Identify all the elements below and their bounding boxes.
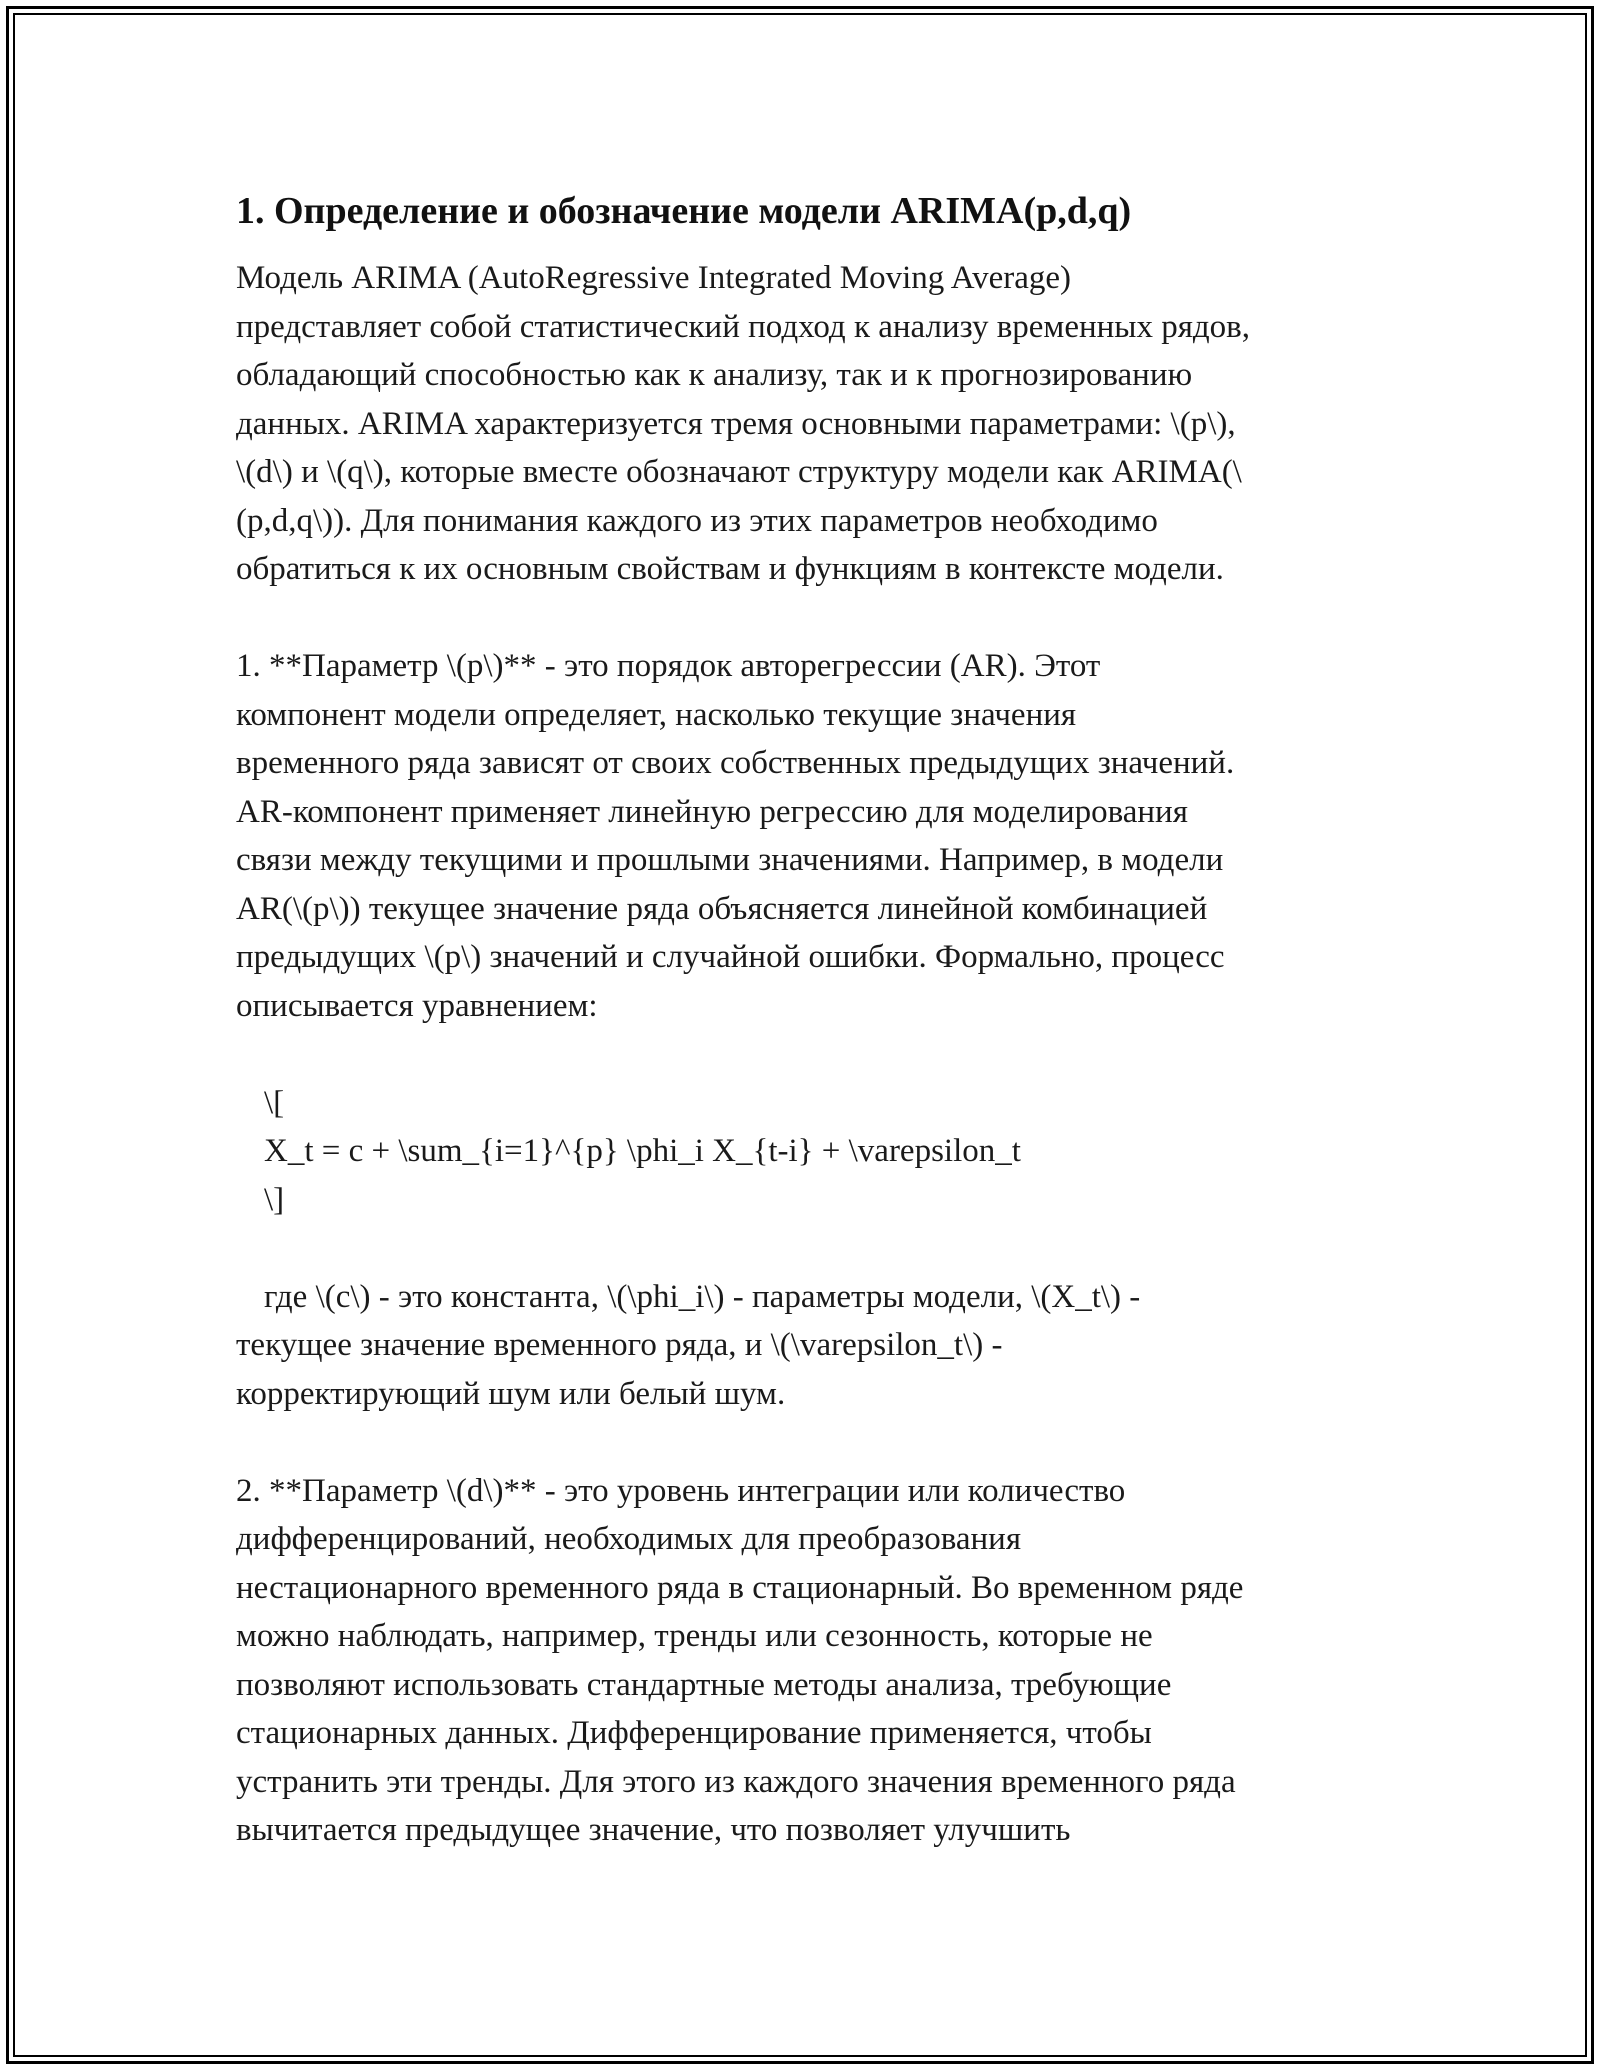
formula-block bbox=[236, 1079, 1396, 1225]
text-line: AR(\(p\)) текущее значение ряда объясняется линейной комбинацией bbox=[236, 890, 1208, 927]
text-line: позволяют использовать стандартные методы анализа, требующие bbox=[236, 1666, 1172, 1703]
text-line: обратиться к их основным свойствам и функциям в контексте модели. bbox=[236, 551, 1224, 587]
param-d-paragraph bbox=[236, 1467, 1396, 1855]
text-line: стационарных данных. Дифференцирование применяется, чтобы bbox=[236, 1715, 1152, 1751]
text-line: нестационарного временного ряда в стационарный. Во временном ряде bbox=[236, 1569, 1244, 1606]
paragraph-gap bbox=[236, 1030, 1396, 1079]
document-body bbox=[236, 178, 1396, 1855]
text-line: описывается уравнением: bbox=[236, 987, 598, 1024]
section-heading: 1. Определение и обозначение модели ARIMA(p,d,q) bbox=[236, 190, 1132, 232]
text-line: обладающий способностью как к анализу, так и к прогнозированию bbox=[236, 357, 1193, 393]
text-line: 1. **Параметр \(p\)** - это порядок авторегрессии (AR). Этот bbox=[236, 648, 1101, 684]
param-p-paragraph bbox=[236, 642, 1396, 1030]
text-line: где \(c\) - это константа, \(\phi_i\) - параметры модели, \(X_t\) - bbox=[264, 1278, 1141, 1315]
text-line: 2. **Параметр \(d\)** - это уровень интеграции или количество bbox=[236, 1472, 1126, 1509]
text-line: корректирующий шум или белый шум. bbox=[236, 1375, 786, 1412]
text-line: устранить эти тренды. Для этого из каждого значения временного ряда bbox=[236, 1763, 1236, 1800]
text-line: \(d\) и \(q\), которые вместе обозначают структуру модели как ARIMA(\ bbox=[236, 454, 1242, 490]
paragraph-gap bbox=[236, 1418, 1396, 1467]
text-line: временного ряда зависят от своих собственных предыдущих значений. bbox=[236, 745, 1235, 781]
text-line: AR-компонент применяет линейную регрессию для моделирования bbox=[236, 793, 1188, 830]
text-line: компонент модели определяет, насколько текущие значения bbox=[236, 696, 1077, 733]
formula-line: X_t = c + \sum_{i=1}^{p} \phi_i X_{t-i} + \varepsilon_t bbox=[264, 1133, 1021, 1169]
text-line: можно наблюдать, например, тренды или сезонность, которые не bbox=[236, 1618, 1153, 1654]
text-line: дифференцирований, необходимых для преобразования bbox=[236, 1521, 1022, 1557]
text-line: (p,d,q\)). Для понимания каждого из этих параметров необходимо bbox=[236, 502, 1158, 539]
text-line: связи между текущими и прошлыми значениями. Например, в модели bbox=[236, 842, 1224, 878]
where-paragraph bbox=[236, 1273, 1396, 1419]
text-line: представляет собой статистический подход к анализу временных рядов, bbox=[236, 308, 1251, 345]
paragraph-gap bbox=[236, 594, 1396, 643]
paragraph-gap bbox=[236, 1224, 1396, 1273]
intro-paragraph bbox=[236, 254, 1396, 594]
formula-line: \[ bbox=[264, 1084, 285, 1121]
text-line: вычитается предыдущее значение, что позволяет улучшить bbox=[236, 1812, 1071, 1848]
text-line: предыдущих \(p\) значений и случайной ошибки. Формально, процесс bbox=[236, 939, 1225, 975]
text-line: Модель ARIMA (AutoRegressive Integrated Moving Average) bbox=[236, 260, 1071, 296]
text-line: данных. ARIMA характеризуется тремя основными параметрами: \(p\), bbox=[236, 405, 1236, 442]
text-line: текущее значение временного ряда, и \(\varepsilon_t\) - bbox=[236, 1327, 1003, 1363]
formula-line: \] bbox=[264, 1181, 285, 1218]
